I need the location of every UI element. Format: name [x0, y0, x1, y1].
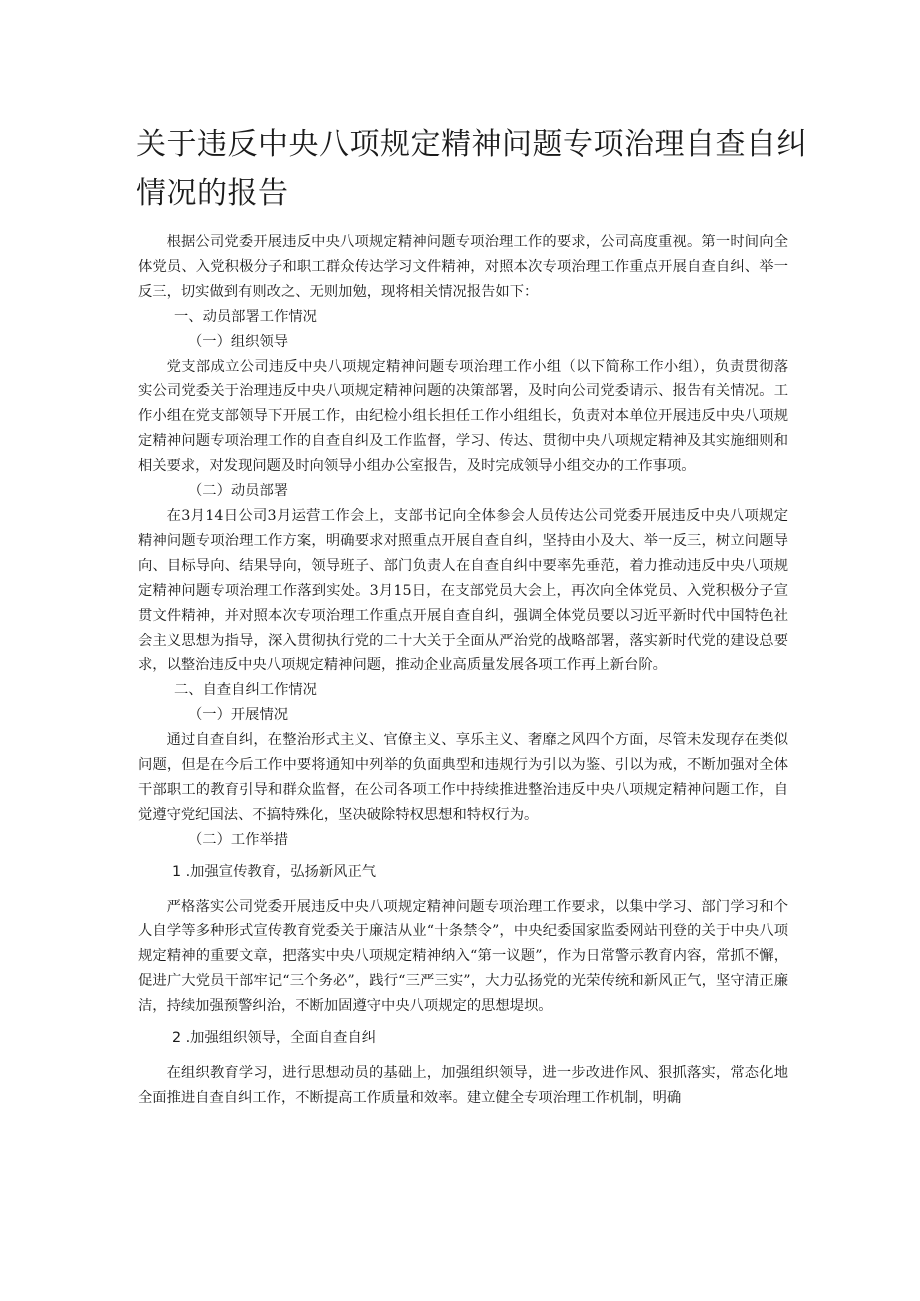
section-2-sub-1-paragraph: 通过自查自纠，在整治形式主义、官僚主义、享乐主义、奢靡之风四个方面，尽管未发现存在类似问题，但是在今后工作中要将通知中列举的负面典型和违规行为引以为鉴、引以为戒，不断加强对全体干部职工的教育引导和群众监督，在公司各项工作中持续推进整治违反中央八项规定精神问题工作，自觉遵守党纪国法、不搞特殊化，坚决破除特权思想和特权行为。 — [138, 732, 788, 823]
intro-paragraph: 根据公司党委开展违反中央八项规定精神问题专项治理工作的要求，公司高度重视。第一时间向全体党员、入党积极分子和职工群众传达学习文件精神，对照本次专项治理工作重点开展自查自纠、举一反三，切实做到有则改之、无则加勉，现将相关情况报告如下： — [138, 234, 788, 300]
section-1-heading: 一、动员部署工作情况 — [174, 308, 317, 325]
item-2-paragraph: 在组织教育学习，进行思想动员的基础上，加强组织领导，进一步改进作风、狠抓落实，常态化地全面推进自查自纠工作，不断提高工作质量和效率。建立健全专项治理工作机制，明确 — [138, 1065, 788, 1106]
title-line-1: 关于违反中央八项规定精神问题专项治理自查自纠 — [136, 127, 807, 162]
section-2-sub-2-heading: （二）工作举措 — [188, 831, 289, 848]
report-body — [138, 230, 788, 1111]
report-title — [136, 120, 816, 218]
item-2-heading: 2 .加强组织领导，全面自查自纠 — [172, 1030, 377, 1047]
item-1-paragraph: 严格落实公司党委开展违反中央八项规定精神问题专项治理工作要求，以集中学习、部门学习和个人自学等多种形式宣传教育党委关于廉洁从业“十条禁令”，中央纪委国家监委网站刊登的关于中央八项规定精神的重要文章，把落实中央八项规定精神纳入“第一议题”，作为日常警示教育内容，常抓不懈，促进广大党员干部牢记“三个务必”，践行“三严三实”，大力弘扬党的光荣传统和新风正气，坚守清正廉洁，持续加强预警纠治，不断加固遵守中央八项规定的思想堤坝。 — [138, 898, 788, 1015]
section-1-sub-1-paragraph: 党支部成立公司违反中央八项规定精神问题专项治理工作小组（以下简称工作小组），负责贯彻落实公司党委关于治理违反中央八项规定精神问题的决策部署，及时向公司党委请示、报告有关情况。工作小组在党支部领导下开展工作，由纪检小组长担任工作小组组长，负责对本单位开展违反中央八项规定精神问题专项治理工作的自查自纠及工作监督，学习、传达、贯彻中央八项规定精神及其实施细则和相关要求，对发现问题及时向领导小组办公室报告，及时完成领导小组交办的工作事项。 — [138, 358, 788, 475]
section-2-heading: 二、自查自纠工作情况 — [174, 682, 317, 699]
section-1-sub-1-heading: （一）组织领导 — [188, 333, 289, 350]
item-1-heading: 1 .加强宣传教育，弘扬新风正气 — [172, 863, 377, 880]
section-1-sub-2-heading: （二）动员部署 — [188, 483, 289, 500]
title-line-2: 情况的报告 — [136, 176, 289, 211]
section-2-sub-1-heading: （一）开展情况 — [188, 707, 289, 724]
section-1-sub-2-paragraph: 在3月14日公司3月运营工作会上，支部书记向全体参会人员传达公司党委开展违反中央八项规定精神问题专项治理工作方案，明确要求对照重点开展自查自纠，坚持由小及大、举一反三，树立问题导向、目标导向、结果导向，领导班子、部门负责人在自查自纠中要率先垂范，着力推动违反中央八项规定精神问题专项治理工作落到实处。3月15日，在支部党员大会上，再次向全体党员、入党积极分子宣贯文件精神，并对照本次专项治理工作重点开展自查自纠，强调全体党员要以习近平新时代中国特色社会主义思想为指导，深入贯彻执行党的二十大关于全面从严治党的战略部署，落实新时代党的建设总要求，以整治违反中央八项规定精神问题，推动企业高质量发展各项工作再上新台阶。 — [138, 507, 788, 674]
